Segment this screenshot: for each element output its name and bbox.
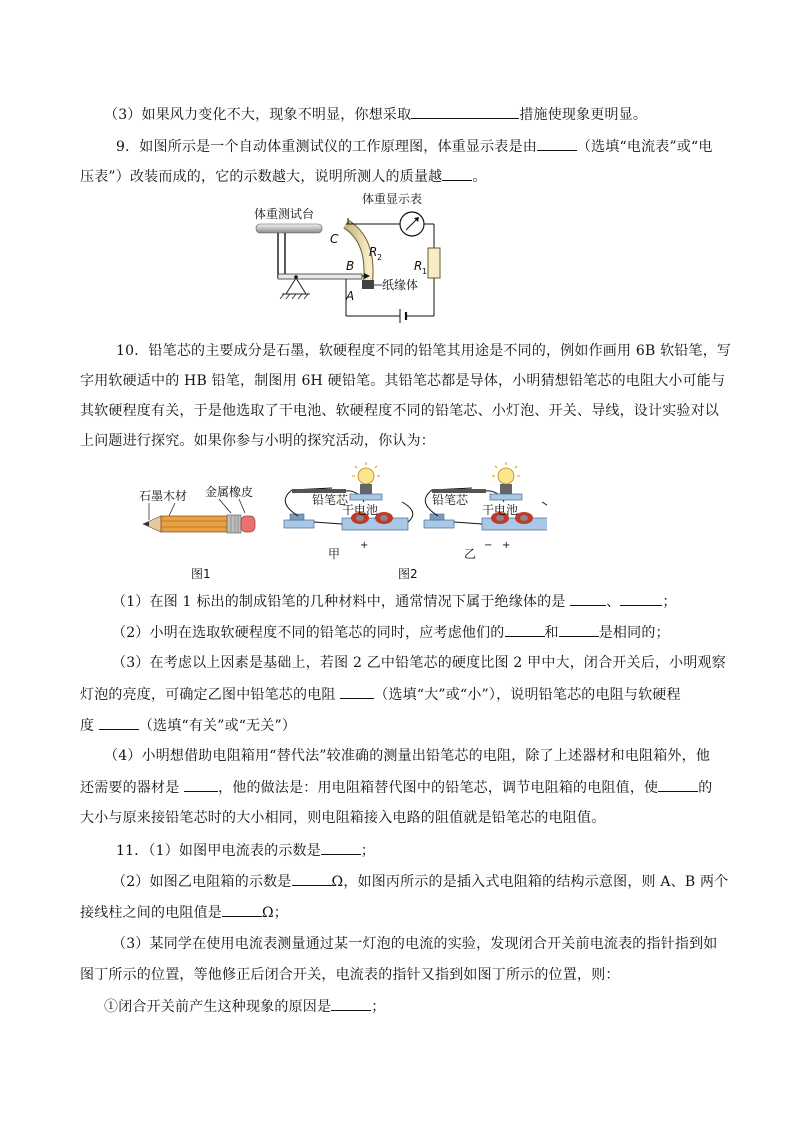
q9-line2 (80, 166, 487, 187)
fig2-core-label-jia: 铅笔芯 (312, 493, 349, 507)
q10-fig2-circuits (272, 462, 547, 567)
fig2-core-label-yi: 铅笔芯 (432, 493, 469, 507)
q9-text-2: （选填“电流表”或“电 (576, 139, 713, 155)
q10-p3-blank2[interactable] (99, 715, 139, 730)
q9-text-4: 。 (472, 169, 487, 185)
q8-part3-text: （3）如果风力变化不大，现象不明显，你想采取 (104, 107, 412, 123)
q11-text: 11．（1）如图甲电流表的示数是 (116, 843, 321, 859)
q9-circuit-figure (250, 190, 460, 330)
q11-text-8: ； (371, 999, 386, 1015)
q10-line4: 上问题进行探究。如果你参与小明的探究活动，你认为： (80, 433, 435, 449)
fig2-battery-label-jia: 干电池 (342, 503, 379, 517)
lever-bar (278, 274, 362, 279)
q11-text-5: 接线柱之间的电阻值是 (80, 905, 222, 921)
fig2-plus-yi: + (502, 540, 511, 551)
q10-p3-degree: 度 (80, 718, 99, 734)
q10-part4-line3: 大小与原来接铅笔芯时的大小相同，则电阻箱接入电路的阻值就是铅笔芯的电阻值。 (80, 810, 606, 826)
q9-text: 9．如图所示是一个自动体重测试仪的工作原理图，体重显示表是由 (116, 139, 537, 155)
q8-part3-blank[interactable] (411, 104, 519, 119)
q10-part4-line2 (80, 777, 712, 798)
q11-text-3: （2）如图乙电阻箱的示数是 (112, 874, 292, 890)
q10-p4-blank1[interactable] (184, 777, 218, 792)
q11-text-7: ①闭合开关前产生这种现象的原因是 (104, 999, 332, 1015)
q10-part4-line1: （4）小明想借助电阻箱用“替代法”较准确的测量出铅笔芯的电阻，除了上述器材和电阻箱外，他 (104, 748, 711, 764)
label-c: C (330, 232, 339, 246)
label-r2: R (369, 245, 378, 259)
bulb-yi-icon (498, 468, 514, 484)
insulator-label: 纸缘体 (382, 278, 419, 292)
q9-blank-mass[interactable] (442, 166, 472, 181)
label-b: B (346, 259, 355, 273)
q10-p4-text-3: 的 (698, 780, 713, 796)
q9-blank-meter[interactable] (537, 136, 577, 151)
q11-blank1[interactable] (321, 840, 361, 855)
q10-p1-blank1[interactable] (570, 591, 606, 606)
q8-part3-line (104, 104, 647, 125)
q10-part2 (112, 622, 670, 643)
q10-p3-text-2: （选填“大”或“小”），说明铅笔芯的电阻与软硬程 (374, 687, 681, 703)
q10-p1-sep: 、 (606, 594, 621, 610)
q10-p1-end: ； (662, 594, 677, 610)
q11-line4: （3）某同学在使用电流表测量通过某一灯泡的电流的实验，发现闭合开关前电流表的指针指到如 (112, 936, 718, 952)
fig2-yi-label: 乙 (464, 547, 477, 561)
q11-line1 (116, 840, 375, 861)
q11-blank2[interactable] (292, 871, 332, 886)
fig2-caption: 图2 (398, 567, 418, 581)
q10-fig1-pencil (135, 480, 265, 540)
circuit-jia (284, 462, 413, 561)
bulb-jia-icon (358, 468, 374, 484)
q9-text-3: 压表”）改装而成的，它的示数越大，说明所测人的质量越 (80, 169, 443, 185)
q11-line5: 图丁所示的位置，等他修正后闭合开关，电流表的指针又指到如图丁所示的位置，则： (80, 967, 620, 983)
q10-p1-text: （1）在图 1 标出的制成铅笔的几种材料中，通常情况下属于绝缘体的是 (112, 594, 571, 610)
r1-label: R (414, 259, 423, 273)
q10-part1 (112, 591, 677, 612)
q10-line1: 10．铅笔芯的主要成分是石墨，软硬程度不同的铅笔其用途是不同的，例如作画用 6B 软铅笔，写 (116, 343, 732, 359)
q10-p4-blank2[interactable] (658, 777, 698, 792)
fig2-jia-label: 甲 (328, 547, 341, 561)
label-a: A (346, 289, 355, 303)
fig2-minus-yi: − (484, 540, 493, 551)
weighing-platform (256, 224, 322, 233)
q10-p2-end: 是相同的； (598, 625, 670, 641)
q10-p2-text: （2）小明在选取软硬程度不同的铅笔芯的同时，应考虑他们的 (112, 625, 505, 641)
fig2-battery-label-yi: 干电池 (482, 503, 519, 517)
fig2-plus-jia: + (360, 540, 369, 551)
q10-line3: 其软硬程度有关，于是他选取了干电池、软硬程度不同的铅笔芯、小灯泡、开关、导线，设计实验对以 (80, 403, 719, 419)
q8-part3-tail: 措施使现象更明显。 (519, 107, 648, 123)
r2-sub: 2 (377, 253, 383, 262)
q10-p1-blank2[interactable] (620, 591, 662, 606)
eraser (241, 516, 255, 532)
q10-p3-blank1[interactable] (340, 684, 374, 699)
q10-p3-text: 灯泡的亮度，可确定乙图中铅笔芯的电阻 (80, 687, 341, 703)
q11-line6 (104, 996, 385, 1017)
q10-p2-blank2[interactable] (559, 622, 599, 637)
q10-part3-line3 (80, 715, 296, 736)
q10-part3-line2 (80, 684, 681, 705)
q11-text-4: Ω，如图丙所示的是插入式电阻箱的结构示意图，则 A、B 两个 (331, 874, 729, 890)
q10-p3-text-3: （选填“有关”或“无关”） (138, 718, 297, 734)
meter-label: 体重显示表 (362, 192, 423, 206)
platform-label: 体重测试台 (254, 207, 315, 221)
q10-line2: 字用软硬适中的 HB 铅笔，制图用 6H 硬铅笔。其铅笔芯都是导体，小明猜想铅笔芯的电阻大小可能与 (80, 373, 726, 389)
fig1-metal-rubber-label: 金属橡皮 (205, 485, 254, 499)
q9-line1 (116, 136, 713, 157)
insulator-block (362, 280, 374, 289)
q11-text-6: Ω； (262, 905, 289, 921)
metal-band (227, 515, 241, 533)
q10-part3-line1: （3）在考虑以上因素是基础上，若图 2 乙中铅笔芯的硬度比图 2 甲中大，闭合开关后，小明观察 (112, 655, 726, 671)
q11-blank4[interactable] (331, 996, 371, 1011)
pencil-body (161, 516, 227, 532)
q10-p2-blank1[interactable] (505, 622, 545, 637)
q10-p4-text: 还需要的器材是 (80, 780, 185, 796)
q10-p2-and: 和 (544, 625, 559, 641)
fig1-graphite-wood-label: 石墨木材 (139, 489, 188, 503)
q11-line3 (80, 902, 288, 923)
pivot-triangle (286, 278, 306, 294)
r1-resistor (428, 248, 440, 278)
q11-text-2: ； (360, 843, 376, 859)
circuit-yi (424, 462, 547, 561)
r1-sub: 1 (422, 267, 428, 276)
fig1-caption: 图1 (191, 567, 211, 581)
q11-line2 (112, 871, 728, 892)
q11-blank3[interactable] (222, 902, 262, 917)
q10-p4-text-2: ，他的做法是：用电阻箱替代图中的铅笔芯，调节电阻箱的电阻值，使 (218, 780, 659, 796)
